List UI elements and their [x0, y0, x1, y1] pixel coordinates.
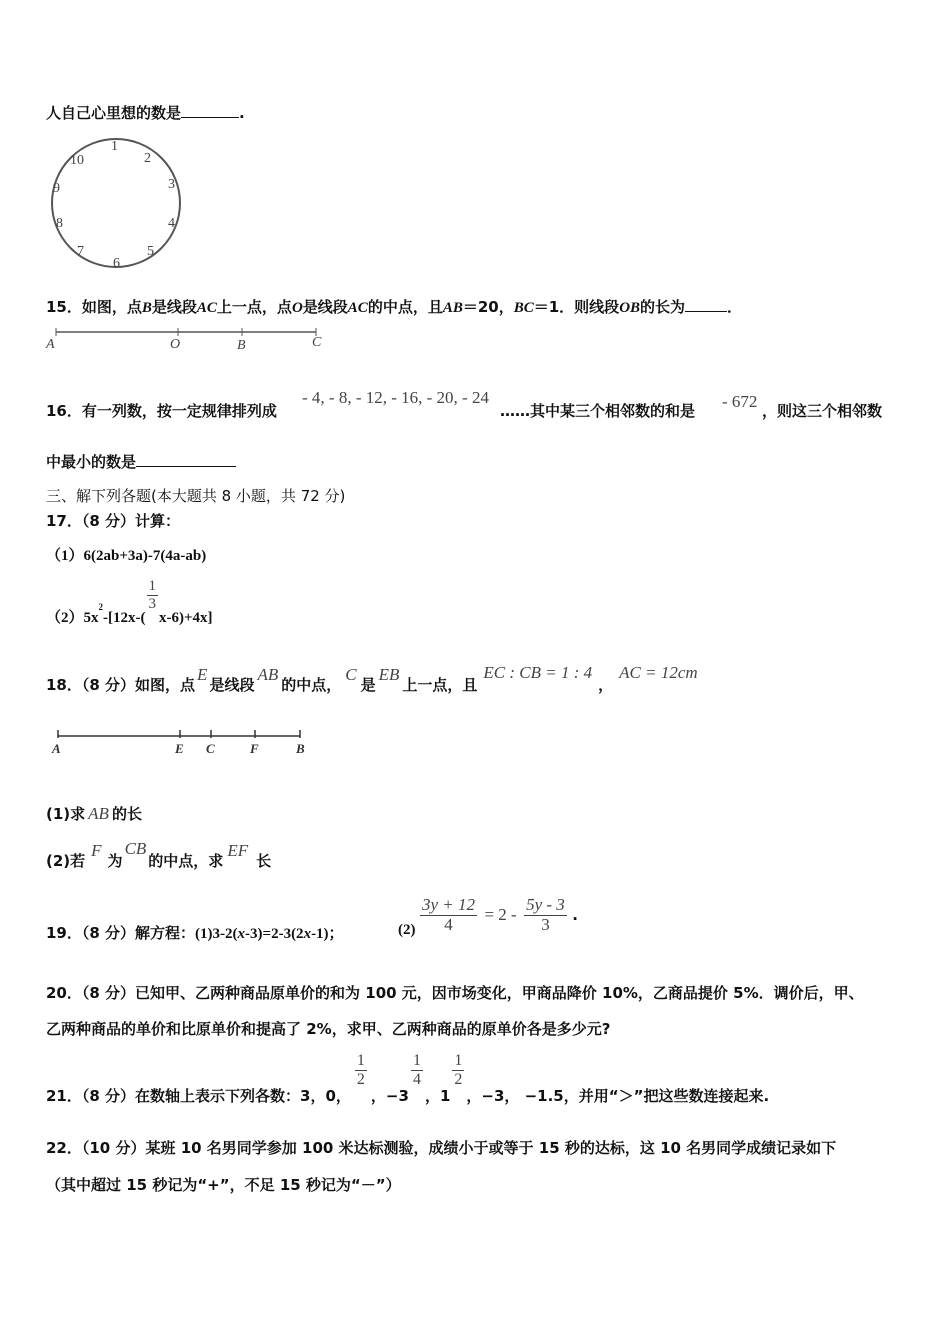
q18-comma: ，	[598, 676, 614, 694]
q21-f2den: 4	[412, 1070, 421, 1088]
q18-s1c: 的长	[111, 805, 142, 823]
q18-t4: 上一点，且	[402, 676, 478, 694]
clock-num-3: 3	[168, 177, 175, 192]
q17-heading: 17．（8 分）计算：	[46, 512, 181, 530]
q22-line1: 22．（10 分）某班 10 名男同学参加 100 米达标测验，成绩小于或等于 15 秒的达标，这 10 名男同学成绩记录如下	[46, 1139, 837, 1157]
q18-t3: 是	[360, 676, 376, 694]
q18-t1: 是线段	[209, 676, 255, 694]
q14-blank	[181, 117, 239, 118]
q15-label-A: A	[46, 337, 55, 352]
q17-fraction	[147, 578, 159, 612]
q19-eq1c: -1)；	[311, 926, 344, 942]
q15-t3: 是线段	[302, 298, 348, 316]
q19-equation2	[420, 896, 578, 934]
q18-label-F: F	[250, 741, 259, 756]
q18-sub1	[46, 803, 142, 824]
q21-frac2	[411, 1052, 423, 1088]
q15-line-figure	[44, 322, 334, 352]
q15-label-B: B	[237, 338, 246, 352]
q18-s2c: 的中点，求	[148, 852, 224, 870]
q21-f1den: 2	[356, 1070, 365, 1088]
q21-f2num: 1	[412, 1052, 421, 1069]
q19-mid: = 2 -	[484, 905, 517, 925]
q18-E: E	[197, 665, 208, 684]
q21-text	[46, 1052, 770, 1105]
q15-t7: 的长为	[640, 298, 686, 316]
clock-figure	[40, 130, 200, 280]
q16-mid: ……其中某三个相邻数的和是	[500, 402, 696, 420]
q18-EB: EB	[378, 665, 400, 684]
section-3-heading: 三、解下列各题(本大题共 8 小题，共 72 分)	[46, 487, 346, 505]
q18-label-A: A	[52, 741, 61, 756]
q16-line2-text: 中最小的数是	[46, 453, 137, 471]
q15-blank	[685, 311, 727, 312]
q21-t1: ，−3	[370, 1086, 409, 1105]
q15-label-O: O	[170, 337, 181, 352]
q17-p2c: x-6)+4x]	[159, 610, 213, 627]
q15-AC2: AC	[347, 300, 368, 316]
q19-f2num: 5y - 3	[526, 895, 565, 914]
q15-BC: BC	[513, 300, 534, 316]
q19-text	[46, 922, 344, 943]
clock-num-1: 1	[111, 139, 118, 154]
q18-s2CB: CB	[124, 839, 147, 858]
q16-blank	[136, 466, 236, 467]
clock-num-7: 7	[77, 244, 84, 259]
q19-x1: x	[237, 926, 246, 942]
q16-sequence: - 4, - 8, - 12, - 16, - 20, - 24	[302, 388, 489, 407]
q18-AB: AB	[257, 665, 279, 684]
q17-p2sup: 2	[98, 602, 104, 613]
q17-frac-num: 1	[148, 578, 156, 594]
q15-t2: 上一点，点	[216, 298, 292, 316]
q18-s1a: (1)求	[46, 805, 86, 823]
q21-f3den: 2	[454, 1070, 463, 1088]
q15-end: ．	[727, 298, 743, 316]
q18-line-figure	[48, 726, 318, 758]
q16-line2	[46, 451, 236, 472]
q18-label-B: B	[296, 741, 305, 756]
q16-lead: 16．有一列数，按一定规律排列成	[46, 402, 277, 420]
q14-tail: 人自己心里想的数是	[46, 104, 182, 122]
q15-AC: AC	[196, 300, 217, 316]
q17-part1: （1）6(2ab+3a)-7(4a-ab)	[46, 548, 207, 564]
q19-frac1	[420, 896, 477, 934]
q21-tail: ，−3， −1.5，并用“＞”把这些数连接起来.	[466, 1086, 770, 1105]
q15-label-C: C	[312, 335, 322, 350]
q15-OB: OB	[619, 300, 641, 316]
q18-C: C	[345, 665, 357, 684]
q18-label-E: E	[175, 741, 184, 756]
q19-frac2	[524, 896, 567, 934]
q19-x2: x	[303, 926, 312, 942]
q21-f1num: 1	[356, 1052, 365, 1069]
clock-num-9: 9	[53, 181, 60, 196]
q18-text	[46, 663, 698, 695]
q19-part2-label: (2)	[398, 922, 416, 938]
q19-f2den: 3	[541, 914, 550, 934]
q18-s2d: 长	[256, 852, 272, 870]
clock-num-4: 4	[168, 216, 175, 231]
clock-num-5: 5	[147, 244, 154, 259]
q15-text	[46, 296, 742, 317]
q14-end: .	[239, 104, 245, 122]
q15-O: O	[291, 300, 303, 316]
q21-frac3	[452, 1052, 464, 1088]
q18-label-C: C	[206, 741, 215, 756]
q17-p2b: -[12x-(	[103, 610, 146, 627]
q18-ratio: EC : CB = 1 : 4	[483, 663, 593, 682]
q15-B: B	[141, 300, 152, 316]
q19-f1den: 4	[444, 914, 453, 934]
q18-s2F: F	[91, 841, 102, 860]
q19-f1num: 3y + 12	[422, 895, 476, 914]
q18-t2: 的中点，	[281, 676, 342, 694]
q17-part2	[46, 578, 213, 627]
q21-t2: ，1	[424, 1086, 451, 1105]
q19-end: .	[572, 906, 578, 925]
q15-num: 15．如图，点	[46, 298, 142, 316]
q14-text	[46, 102, 245, 123]
q18-s1b: AB	[88, 804, 109, 823]
q17-frac-den: 3	[148, 595, 156, 612]
clock-num-10: 10	[70, 153, 84, 168]
q15-t5: ＝20，	[462, 298, 514, 316]
q19-lead: 19．（8 分）解方程：	[46, 924, 196, 942]
q18-s2b: 为	[107, 852, 123, 870]
q21-f3num: 1	[454, 1052, 463, 1069]
q20-line1: 20．（8 分）已知甲、乙两种商品原单价的和为 100 元，因市场变化，甲商品降价 10%，乙商品提价 5%．调价后，甲、	[46, 984, 864, 1002]
q17-p2a: （2）5x	[46, 610, 99, 627]
clock-num-2: 2	[144, 151, 151, 166]
q21-lead: 21．（8 分）在数轴上表示下列各数：3，0，	[46, 1086, 351, 1105]
clock-num-6: 6	[113, 256, 120, 271]
q21-frac1	[355, 1052, 367, 1088]
q18-s2EF: EF	[227, 841, 249, 860]
q15-AB: AB	[442, 300, 463, 316]
q18-sub2	[46, 839, 272, 871]
q18-ac: AC = 12cm	[619, 663, 698, 682]
q18-s2a: (2)若	[46, 852, 86, 870]
q22-line2: （其中超过 15 秒记为“+”，不足 15 秒记为“－”）	[46, 1176, 401, 1194]
q18-lead: 18．（8 分）如图，点	[46, 676, 196, 694]
q19-eq1b: -3)=2-3(2	[245, 926, 304, 942]
q15-t1: 是线段	[151, 298, 197, 316]
q16-sum: - 672	[722, 392, 758, 411]
q19-eq1a: (1)3-2(	[195, 926, 238, 942]
q20-line2: 乙两种商品的单价和比原单价和提高了 2%，求甲、乙两种商品的原单价各是多少元?	[46, 1020, 611, 1038]
q15-t4: 的中点，且	[367, 298, 443, 316]
q16-tail: ，则这三个相邻数	[762, 402, 883, 420]
q15-t6: ＝1．则线段	[533, 298, 620, 316]
clock-num-8: 8	[56, 216, 63, 231]
